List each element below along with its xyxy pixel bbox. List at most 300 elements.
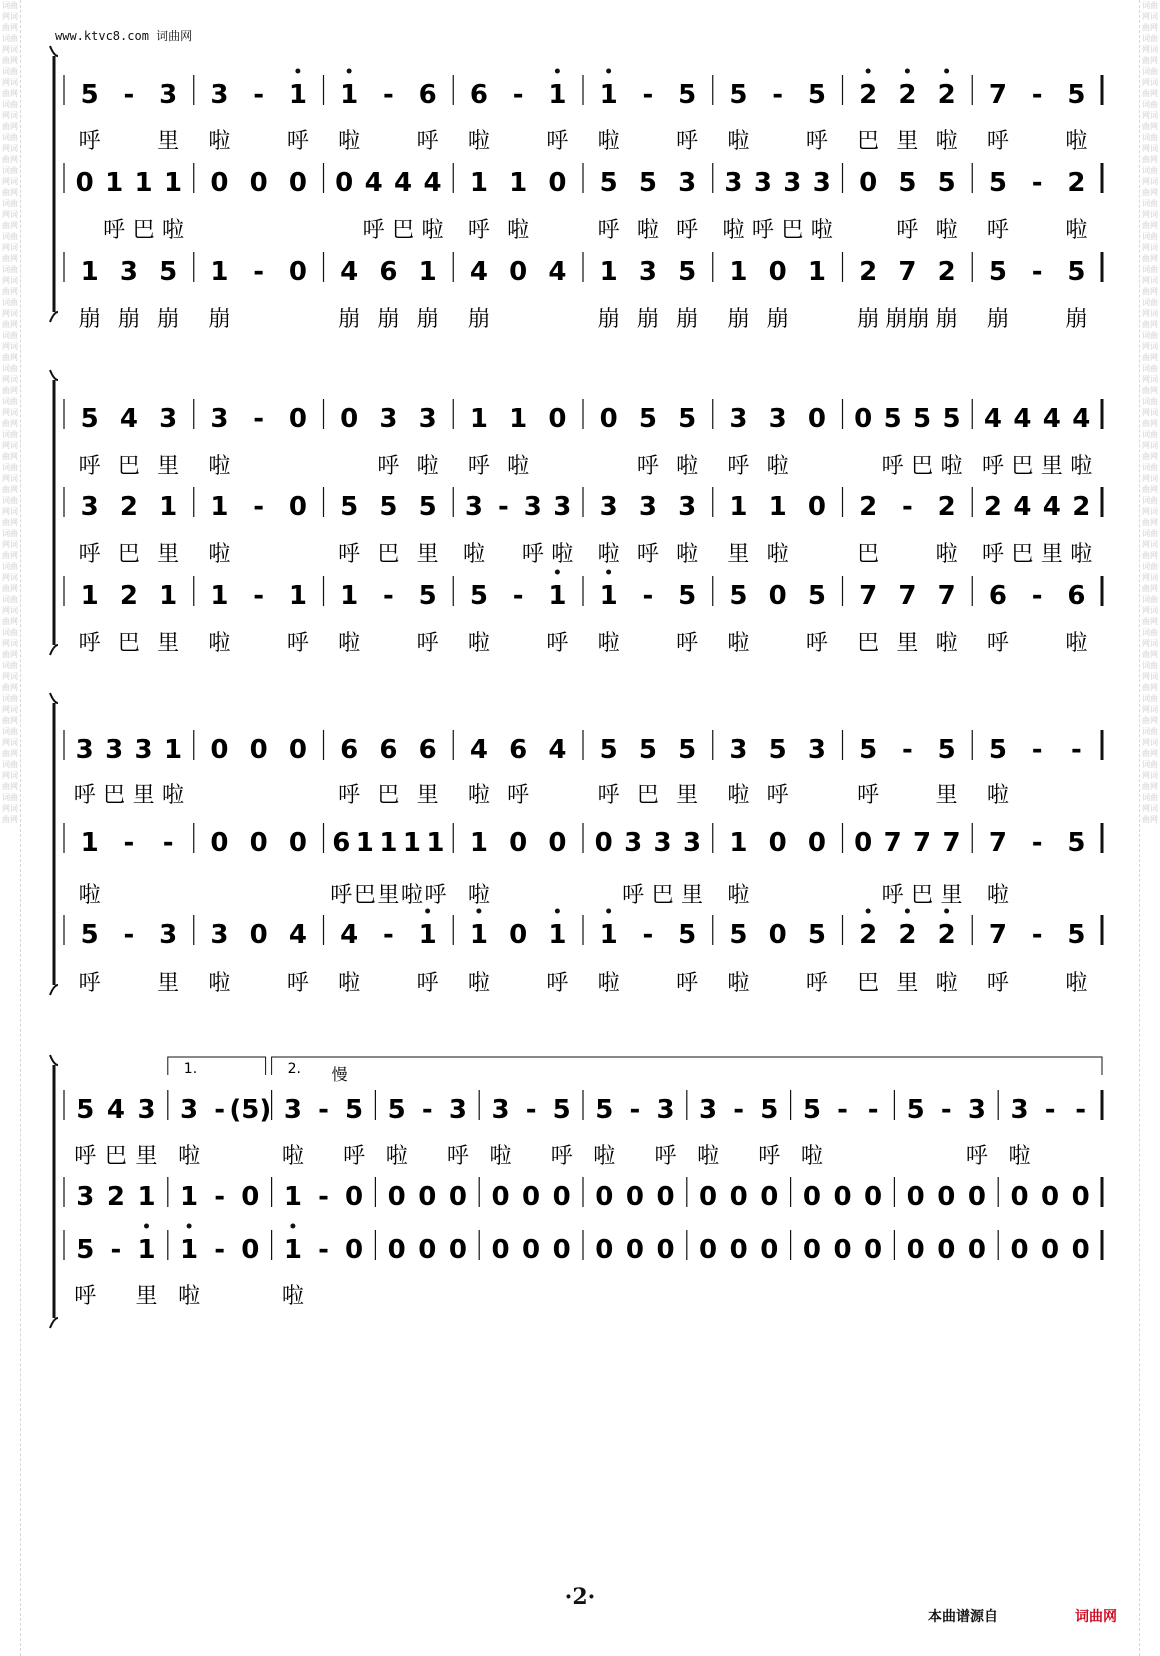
note: 1	[599, 80, 618, 110]
note: 7	[942, 828, 961, 858]
lyric: 啦	[462, 542, 485, 567]
note: 0	[387, 1235, 406, 1265]
note: 5	[552, 1095, 571, 1125]
lyric: 呼	[343, 1144, 366, 1169]
lyric: 啦	[986, 783, 1009, 808]
note: 3	[119, 257, 138, 287]
note: 0	[854, 404, 873, 434]
note: 7	[898, 257, 917, 287]
note: 3	[682, 828, 702, 858]
lyric: 啦	[727, 971, 750, 996]
lyric: 呼	[286, 129, 309, 154]
note: 1	[418, 920, 437, 950]
note: 0	[522, 1182, 541, 1212]
high-octave-dot	[425, 909, 430, 914]
lyric: 呼	[636, 454, 659, 479]
lyric: 巴	[117, 542, 140, 567]
note: 5	[345, 1095, 364, 1125]
note: 4	[364, 168, 383, 198]
lyric: 呼	[636, 542, 659, 567]
high-octave-dot	[290, 1224, 295, 1229]
note: 1	[80, 257, 99, 287]
note: 3	[807, 735, 826, 765]
note: 1	[729, 828, 748, 858]
note: 6	[332, 828, 351, 858]
note: -	[837, 1095, 848, 1125]
volta-1-bracket	[168, 1057, 266, 1075]
note: 5	[937, 168, 956, 198]
note: 0	[595, 1235, 614, 1265]
note: 7	[988, 920, 1007, 950]
note: 1	[469, 404, 488, 434]
note: 0	[288, 492, 307, 522]
note: 0	[522, 1235, 541, 1265]
note: 1	[340, 581, 359, 611]
note: -	[318, 1095, 329, 1125]
note: 6	[1067, 581, 1086, 611]
note: 1	[210, 581, 229, 611]
note: 0	[552, 1235, 571, 1265]
lyric: 里	[377, 883, 400, 908]
note: 1	[210, 492, 229, 522]
note: 1	[163, 735, 183, 765]
lyric: 啦	[208, 542, 231, 567]
lyric: 呼	[654, 1144, 677, 1169]
note: 0	[802, 1235, 821, 1265]
lyric: 啦	[208, 971, 231, 996]
note: -	[901, 735, 913, 765]
note: 0	[418, 1182, 437, 1212]
note: 0	[729, 1182, 748, 1212]
note: -	[318, 1182, 329, 1212]
lyric: 啦	[1070, 542, 1093, 567]
note: 0	[418, 1235, 437, 1265]
note: 1	[599, 257, 618, 287]
note: 1	[469, 920, 488, 950]
system-brace-top	[50, 693, 58, 703]
note: 5	[599, 168, 618, 198]
lyric: 崩	[467, 307, 490, 332]
lyric: 呼	[78, 454, 101, 479]
note: 0	[937, 1182, 956, 1212]
note: 5	[906, 1095, 925, 1125]
note: 0	[288, 404, 307, 434]
lyric: 巴	[857, 542, 880, 567]
lyric: 巴	[857, 971, 880, 996]
lyric: 呼	[896, 218, 919, 243]
note: 5	[883, 404, 902, 434]
lyric: 呼	[676, 218, 699, 243]
note: 5	[807, 920, 826, 950]
note: 0	[699, 1182, 718, 1212]
note: 1	[105, 168, 124, 198]
lyric: 啦	[935, 542, 958, 567]
note: 0	[509, 828, 528, 858]
note: 1	[137, 1182, 156, 1212]
high-octave-dot	[866, 909, 871, 914]
note: 5	[678, 404, 697, 434]
note: 3	[638, 492, 657, 522]
lyric: 巴	[132, 218, 155, 243]
note: 0	[491, 1182, 510, 1212]
high-octave-dot	[944, 909, 949, 914]
note: 0	[768, 581, 787, 611]
note: 5	[76, 1235, 95, 1265]
lyric: 崩	[636, 307, 659, 332]
note: 0	[288, 257, 307, 287]
lyric: 巴	[104, 1144, 127, 1169]
lyric: 崩	[117, 307, 140, 332]
lyric: 啦	[1070, 454, 1093, 479]
note: 0	[656, 1235, 675, 1265]
note: 0	[548, 168, 567, 198]
note: 0	[729, 1235, 748, 1265]
note: 0	[625, 1235, 644, 1265]
note: 4	[469, 257, 488, 287]
note: 3	[210, 80, 229, 110]
note: 3	[729, 735, 748, 765]
note: 5	[678, 257, 697, 287]
note: -	[733, 1095, 745, 1125]
note: -	[382, 581, 394, 611]
note: 2	[106, 1182, 125, 1212]
lyric: 呼	[78, 631, 101, 656]
lyric: 啦	[597, 542, 620, 567]
note: -	[253, 404, 265, 434]
note: 5	[678, 80, 697, 110]
lyric: 呼	[881, 883, 904, 908]
note: 0	[75, 168, 94, 198]
note: -	[1031, 80, 1043, 110]
note: 0	[802, 1182, 821, 1212]
note: 5	[638, 735, 657, 765]
lyric: 啦	[489, 1144, 512, 1169]
note: -	[772, 80, 784, 110]
lyric: 呼	[377, 454, 400, 479]
note: 2	[859, 920, 878, 950]
note: (5)	[229, 1095, 272, 1125]
lyric: 崩	[416, 307, 439, 332]
note: 5	[678, 581, 697, 611]
note: 1	[283, 1235, 302, 1265]
lyric: 里	[681, 883, 704, 908]
high-octave-dot	[347, 69, 352, 74]
lyric: 呼	[74, 1284, 97, 1309]
high-octave-dot	[555, 909, 560, 914]
lyric: 里	[157, 129, 180, 154]
note: 4	[106, 1095, 125, 1125]
high-octave-dot	[555, 69, 560, 74]
note: 0	[594, 828, 613, 858]
note: 0	[548, 828, 567, 858]
lyric: 啦	[935, 971, 958, 996]
lyric: 啦	[727, 783, 750, 808]
note: 2	[859, 80, 878, 110]
note: 0	[1010, 1235, 1029, 1265]
note: 5	[768, 735, 787, 765]
lyric: 呼	[751, 218, 774, 243]
note: 5	[937, 735, 956, 765]
lyric: 呼	[857, 783, 880, 808]
note: 3	[80, 492, 99, 522]
note: -	[214, 1235, 226, 1265]
lyric: 里	[157, 631, 180, 656]
note: 0	[249, 828, 268, 858]
note: 5	[729, 581, 748, 611]
note: 0	[625, 1182, 644, 1212]
lyric: 呼	[986, 129, 1009, 154]
lyric: 巴	[1011, 454, 1034, 479]
note: 3	[653, 828, 672, 858]
lyric: 呼	[766, 783, 789, 808]
note: 3	[678, 168, 697, 198]
note: 0	[967, 1182, 986, 1212]
lyric: 啦	[281, 1284, 304, 1309]
note: 1	[288, 581, 307, 611]
note: 5	[638, 168, 657, 198]
lyric: 里	[896, 631, 919, 656]
note: 3	[180, 1095, 199, 1125]
note: 7	[988, 80, 1007, 110]
page-number: ·2·	[564, 1584, 596, 1610]
note: 5	[802, 1095, 821, 1125]
note: 2	[859, 257, 878, 287]
note: 0	[210, 735, 229, 765]
note: 3	[1010, 1095, 1029, 1125]
note: 4	[1042, 404, 1061, 434]
note: 3	[678, 492, 697, 522]
note: 4	[340, 920, 359, 950]
note: 4	[469, 735, 488, 765]
high-octave-dot	[866, 69, 871, 74]
note: 5	[988, 168, 1007, 198]
note: 3	[768, 404, 787, 434]
lyric: 里	[896, 971, 919, 996]
lyric: 啦	[208, 129, 231, 154]
lyric: 呼	[965, 1144, 988, 1169]
high-octave-dot	[555, 570, 560, 575]
right-side-watermark: 词曲网词曲网词曲网词曲网词曲网词曲网词曲网词曲网词曲网词曲网词曲网词曲网词曲网词曲网词曲网词曲网词曲网词曲网词曲网词曲网词曲网词曲网词曲网词曲网词曲网词曲网词曲网词曲网词曲网词曲网词曲网词曲网词曲网词曲网词曲网词曲网词曲网词曲网词曲网词曲网词曲网词曲网词曲网词曲网词曲网词曲网词曲网词曲网词曲网词曲网	[1142, 1, 1158, 824]
note: 0	[768, 920, 787, 950]
lyric: 里	[727, 542, 750, 567]
lyric: 呼	[416, 129, 439, 154]
note: 3	[134, 735, 153, 765]
lyric: 呼	[805, 631, 828, 656]
note: 5	[760, 1095, 779, 1125]
lyric: 里	[135, 1144, 158, 1169]
note: 3	[464, 492, 484, 522]
note: 2	[983, 492, 1003, 522]
source-site-logo: 词曲网	[1075, 1609, 1117, 1625]
lyric: 呼	[362, 218, 385, 243]
lyric: 啦	[162, 218, 185, 243]
lyric: 啦	[727, 631, 750, 656]
lyric: 啦	[338, 631, 361, 656]
note: 1	[379, 828, 398, 858]
lyric: 啦	[208, 454, 231, 479]
note: -	[110, 1235, 122, 1265]
note: 5	[898, 168, 917, 198]
lyric: 啦	[281, 1144, 304, 1169]
lyric: 巴	[857, 129, 880, 154]
note: 6	[469, 80, 488, 110]
lyric: 巴	[911, 454, 934, 479]
high-octave-dot	[606, 570, 611, 575]
lyric: 啦	[597, 631, 620, 656]
note: -	[1031, 257, 1043, 287]
note: 0	[1041, 1182, 1060, 1212]
note: 1	[159, 492, 178, 522]
source-label: 本曲谱源自	[928, 1609, 998, 1625]
note: 0	[807, 828, 826, 858]
note: 0	[807, 492, 826, 522]
system-brace-top	[50, 46, 58, 56]
note: 1	[134, 168, 153, 198]
note: 4	[548, 735, 567, 765]
note: 1	[283, 1182, 302, 1212]
note: 5	[80, 920, 99, 950]
high-octave-dot	[295, 69, 300, 74]
lyric: 巴	[377, 783, 400, 808]
note: -	[253, 492, 265, 522]
lyric: 呼	[416, 631, 439, 656]
note: -	[1031, 920, 1043, 950]
note: -	[162, 828, 174, 858]
lyric: 呼	[805, 971, 828, 996]
lyric: 巴	[392, 218, 415, 243]
lyric: 崩	[597, 307, 620, 332]
lyric: 呼	[286, 971, 309, 996]
note: 5	[387, 1095, 406, 1125]
lyric: 呼	[986, 971, 1009, 996]
lyric: 呼	[78, 971, 101, 996]
note: 1	[418, 257, 437, 287]
note: 0	[340, 404, 359, 434]
note: -	[253, 257, 265, 287]
note: 6	[418, 80, 437, 110]
lyric: 啦	[178, 1284, 201, 1309]
note: -	[1075, 1095, 1087, 1125]
note: 7	[859, 581, 878, 611]
lyric: 里	[896, 129, 919, 154]
lyric: 里	[416, 542, 439, 567]
note: 0	[864, 1182, 883, 1212]
note: 3	[418, 404, 437, 434]
note: 0	[210, 828, 229, 858]
lyric: 呼	[986, 631, 1009, 656]
lyric: 啦	[727, 129, 750, 154]
note: 0	[509, 920, 528, 950]
lyric: 里	[1040, 542, 1063, 567]
lyric: 啦	[676, 542, 699, 567]
note: -	[642, 920, 654, 950]
lyric: 啦	[697, 1144, 720, 1169]
lyric: 呼	[981, 454, 1004, 479]
note: -	[642, 581, 654, 611]
note: 1	[548, 80, 567, 110]
volta-1-label: 1.	[183, 1061, 198, 1077]
note: -	[214, 1095, 226, 1125]
lyric: 呼	[597, 783, 620, 808]
note: 3	[210, 920, 229, 950]
note: 5	[159, 257, 178, 287]
note: 6	[379, 735, 398, 765]
note: 0	[656, 1182, 675, 1212]
site-url-header: www.ktvc8.com 词曲网	[55, 29, 193, 43]
lyric: 啦	[338, 129, 361, 154]
note: 0	[345, 1182, 364, 1212]
note: 0	[967, 1235, 986, 1265]
note: 3	[159, 404, 178, 434]
note: 4	[340, 257, 359, 287]
lyric: 呼	[78, 542, 101, 567]
high-octave-dot	[144, 1224, 149, 1229]
note: 5	[913, 404, 932, 434]
lyric: 啦	[507, 454, 530, 479]
lyric: 崩	[857, 307, 880, 332]
lyric: 啦	[636, 218, 659, 243]
lyric: 崩	[727, 307, 750, 332]
note: 0	[807, 404, 826, 434]
note: 0	[491, 1235, 510, 1265]
note: 1	[469, 168, 488, 198]
note: 5	[469, 581, 488, 611]
lyric: 啦	[467, 883, 490, 908]
lyric: 呼	[727, 454, 750, 479]
note: 2	[119, 581, 138, 611]
note: 0	[335, 168, 354, 198]
lyric: 啦	[940, 454, 963, 479]
lyric: 里	[935, 783, 958, 808]
note: 0	[854, 828, 873, 858]
note: -	[498, 492, 509, 522]
note: 7	[898, 581, 917, 611]
lyric: 崩崩	[885, 307, 930, 332]
note: 3	[753, 168, 772, 198]
lyric: 啦	[1065, 971, 1088, 996]
note: 6	[340, 735, 359, 765]
note: 3	[656, 1095, 675, 1125]
note: 5	[988, 735, 1007, 765]
note: 1	[768, 492, 787, 522]
note: 4	[394, 168, 413, 198]
note: 1	[210, 257, 229, 287]
note: 5	[80, 80, 99, 110]
note: 6	[418, 735, 437, 765]
lyric: 呼	[805, 129, 828, 154]
note: 0	[1041, 1235, 1060, 1265]
system-brace-top	[50, 1055, 58, 1065]
note: 5	[1067, 920, 1086, 950]
lyric: 啦	[766, 454, 789, 479]
note: 1	[80, 828, 99, 858]
note: 0	[288, 168, 307, 198]
lyric: 呼	[622, 883, 645, 908]
lyric: 啦	[722, 218, 745, 243]
note: 2	[937, 257, 956, 287]
note: -	[512, 581, 524, 611]
note: 1	[729, 492, 748, 522]
lyric: 崩	[377, 307, 400, 332]
note: 3	[729, 404, 748, 434]
lyric: 呼	[286, 631, 309, 656]
note: -	[123, 920, 135, 950]
note: -	[421, 1095, 433, 1125]
lyric: 啦	[421, 218, 444, 243]
note: 0	[599, 404, 618, 434]
note: 0	[387, 1182, 406, 1212]
note: -	[1031, 735, 1043, 765]
